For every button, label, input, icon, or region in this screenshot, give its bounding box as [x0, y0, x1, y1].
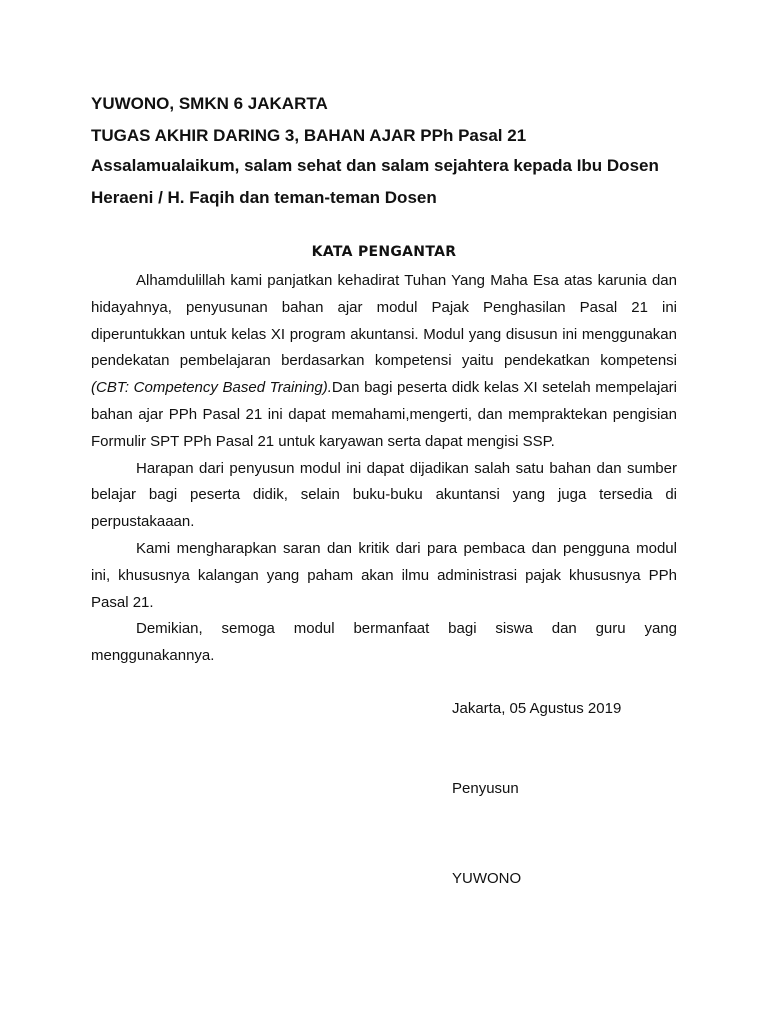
document-title: KATA PENGANTAR — [311, 244, 457, 260]
paragraph-1-text-b: Dan bagi peserta didk kelas XI setelah mempelajari bahan ajar PPh Pasal 21 ini dapat memahami,mengerti, dan mempraktekan pengisian Formulir SPT PPh Pasal 21 untuk karyawan serta dapat mengisi SSP. — [91, 379, 677, 450]
paragraph-2: Harapan dari penyusun modul ini dapat dijadikan salah satu bahan dan sumber belajar bagi peserta didik, selain buku-buku akuntansi yang juga tersedia di perpustakaaan. — [91, 459, 677, 531]
signature-date: Jakarta, 05 Agustus 2019 — [452, 700, 622, 717]
paragraph-1-text-a: Alhamdulillah kami panjatkan kehadirat Tuhan Yang Maha Esa atas karunia dan hidayahnya, penyusunan bahan ajar modul Pajak Penghasilan Pasal 21 ini diperuntukkan untuk kelas XI program akuntansi. Modul yang disusun ini menggunakan pendekatan pembelajaran berdasarkan kompetensi yaitu pendekatkan kompetensi — [91, 272, 677, 370]
header-assignment-title: TUGAS AKHIR DARING 3, BAHAN AJAR PPh Pasal 21 — [91, 126, 527, 145]
paragraph-1 — [91, 268, 677, 456]
header-greeting-line2: Heraeni / H. Faqih dan teman-teman Dosen — [91, 188, 437, 207]
paragraph-4: Demikian, semoga modul bermanfaat bagi siswa dan guru yang menggunakannya. — [91, 620, 677, 665]
signature-role: Penyusun — [452, 780, 519, 797]
header-greeting-line1: Assalamualaikum, salam sehat dan salam sejahtera kepada Ibu Dosen — [91, 156, 659, 175]
header-author-school: YUWONO, SMKN 6 JAKARTA — [91, 94, 328, 113]
signature-name: YUWONO — [452, 870, 522, 887]
paragraph-1-italic: (CBT: Competency Based Training). — [91, 379, 332, 397]
paragraph-3: Kami mengharapkan saran dan kritik dari para pembaca dan pengguna modul ini, khususnya kalangan yang paham akan ilmu administrasi pajak khususnya PPh Pasal 21. — [91, 539, 677, 611]
body-text — [91, 268, 677, 670]
